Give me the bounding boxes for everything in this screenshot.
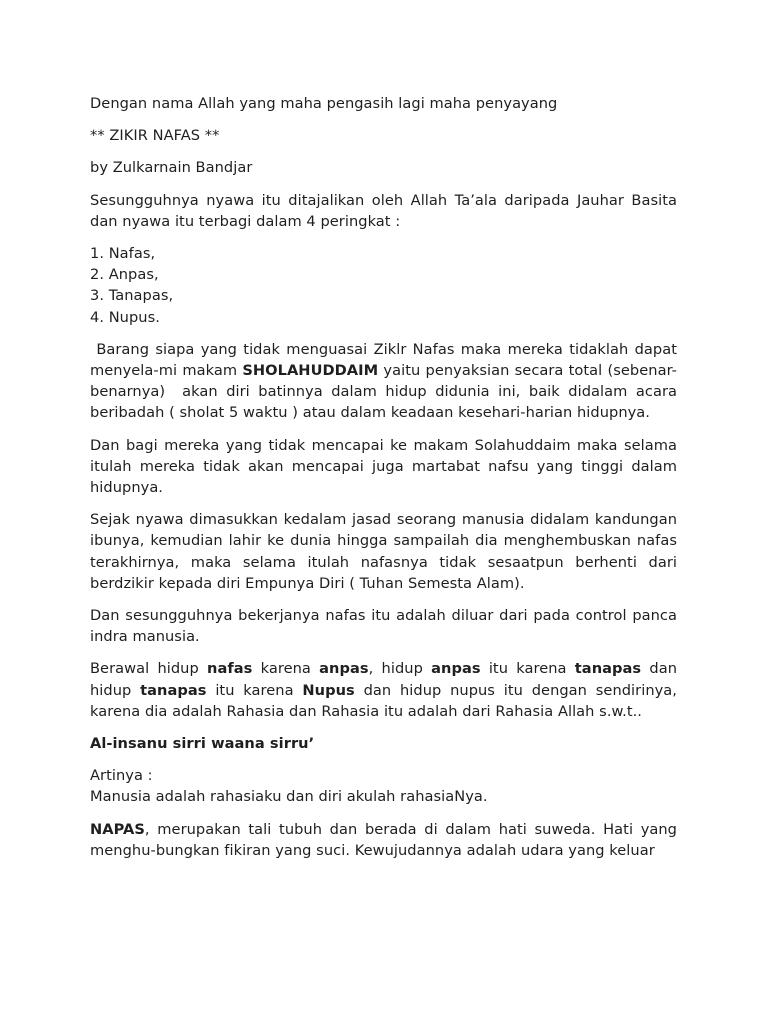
meaning-block [90, 765, 677, 807]
bold-term: NAPAS [90, 820, 145, 838]
paragraph-text: dan hidup nupus itu dengan sendirinya, karena dia adalah Rahasia dan Rahasia itu adalah dari Rahasia Allah s.w.t.. [90, 681, 682, 720]
bold-term: anpas [319, 660, 369, 678]
author-line: by Zulkarnain Bandjar [90, 159, 253, 177]
bold-term: tanapas [140, 681, 207, 699]
paragraph-sholahuddaim [90, 339, 682, 424]
list-item: 4. Nupus. [90, 308, 160, 326]
list-item: 3. Tanapas, [90, 287, 174, 305]
paragraph-sejak-nyawa: Sejak nyawa dimasukkan kedalam jasad seorang manusia didalam kandungan ibunya, kemudian lahir ke dunia hingga sampailah dia menghembuskan nafas terakhirnya, maka selama itulah nafasnya tidak sesaatpun berhenti dari berdzikir kepada diri Empunya Diri ( Tuhan Semesta Alam). [90, 511, 677, 592]
paragraph-text: , hidup [368, 660, 432, 678]
paragraph-text: Barang siapa yang tidak menguasai Ziklr Nafas maka mereka tidaklah dapat menyela-mi makam [90, 340, 682, 380]
basmala-line: Dengan nama Allah yang maha pengasih lagi maha penyayang [90, 95, 558, 112]
bold-term: anpas [431, 660, 481, 678]
paragraph-text: itu karena [206, 681, 303, 699]
paragraph-napas [90, 819, 682, 861]
paragraph-text: , merupakan tali tubuh dan berada di dalam hati suweda. Hati yang menghu-bungkan fikiran yang suci. Kewujudannya adalah udara yang keluar [90, 820, 682, 859]
bold-term: nafas [207, 660, 253, 678]
paragraph-text: itu karena [480, 660, 575, 678]
paragraph-text: karena [252, 660, 320, 678]
bold-term: SHOLAHUDDAIM [242, 362, 379, 380]
intro-paragraph: Sesungguhnya nyawa itu ditajalikan oleh Allah Ta’ala daripada Jauhar Basita dan nyawa itu terbagi dalam 4 peringkat : [90, 191, 677, 230]
paragraph-text: yaitu penyaksian secara total (sebenar-benarnya) akan diri batinnya dalam hidup didunia ini, baik didalam acara beribadah ( sholat 5 waktu ) atau dalam keadaan kesehari-harian hidupnya. [90, 362, 682, 422]
meaning-label: Artinya : [90, 767, 153, 785]
paragraph-text: dan hidup [90, 660, 682, 699]
paragraph-berawal-hidup [90, 658, 682, 722]
levels-list [90, 243, 677, 328]
bold-term: Nupus [302, 681, 355, 699]
bold-term: tanapas [574, 660, 642, 678]
quote-heading: Al-insanu sirri waana sirru’ [90, 735, 315, 753]
list-item: 2. Anpas, [90, 266, 159, 284]
meaning-text: Manusia adalah rahasiaku dan diri akulah rahasiaNya. [90, 788, 488, 806]
paragraph-martabat: Dan bagi mereka yang tidak mencapai ke makam Solahuddaim maka selama itulah mereka tidak akan mencapai juga martabat nafsu yang tinggi dalam hidupnya. [90, 436, 677, 497]
list-item: 1. Nafas, [90, 245, 156, 263]
paragraph-control: Dan sesungguhnya bekerjanya nafas itu adalah diluar dari pada control panca indra manusia. [90, 607, 677, 646]
paragraph-text: Berawal hidup [90, 660, 208, 678]
document-body [90, 93, 682, 872]
document-title: ** ZIKIR NAFAS ** [90, 127, 220, 145]
